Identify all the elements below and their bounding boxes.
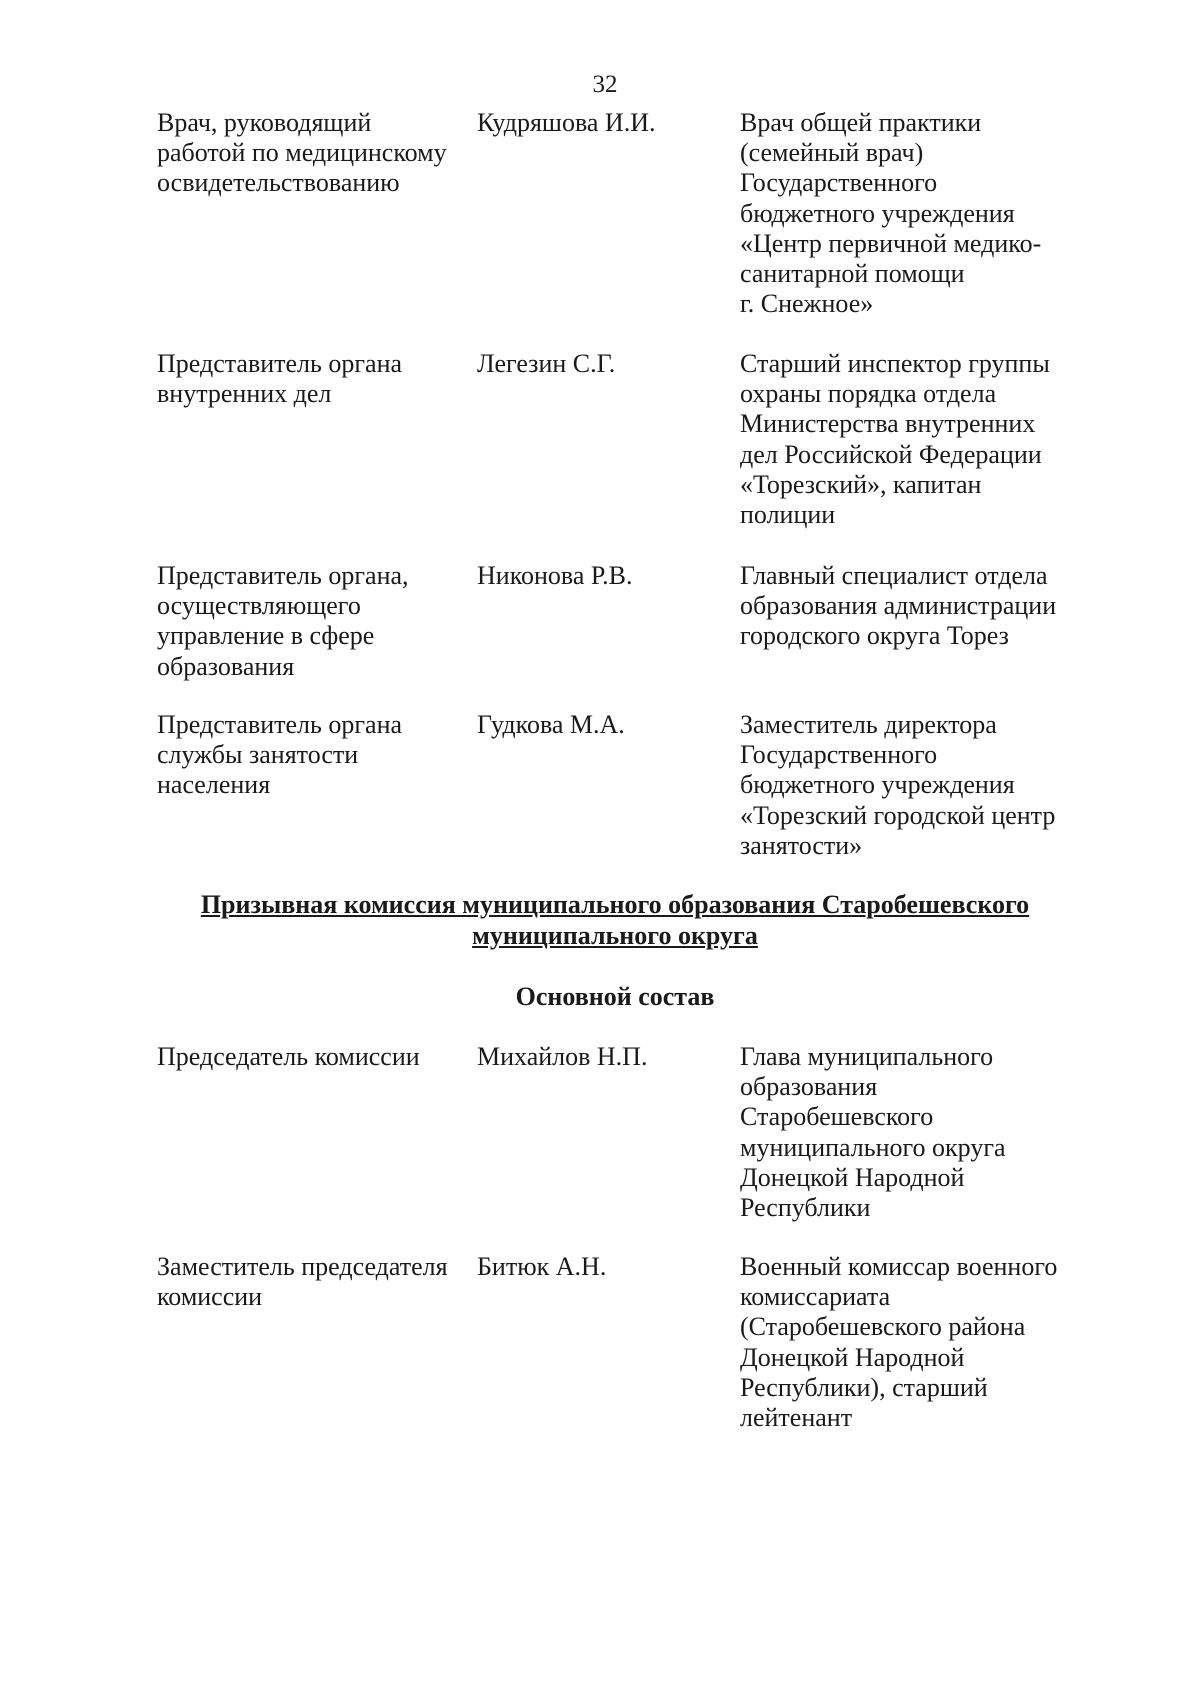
member-position: Врач, руководящий работой по медицинскому освидетельствованию	[157, 108, 447, 198]
member-description: Врач общей практики (семейный врач) Государственного бюджетного учреждения «Центр первичной медико- санитарной помощи г. Снежное»	[740, 108, 1042, 319]
member-position: Представитель органа, осуществляющего управление в сфере образования	[157, 561, 409, 681]
member-description: Глава муниципального образования Старобешевского муниципального округа Донецкой Народной Республики	[740, 1042, 1006, 1223]
member-position: Представитель органа внутренних дел	[157, 349, 403, 409]
member-name: Кудряшова И.И.	[477, 108, 656, 137]
member-description: Заместитель директора Государственного бюджетного учреждения «Торезский городской центр занятости»	[740, 710, 1056, 860]
member-position: Заместитель председателя комиссии	[157, 1252, 448, 1312]
member-description: Военный комиссар военного комиссариата (Старобешевского района Донецкой Народной Республики), старший лейтенант	[740, 1252, 1058, 1433]
member-position: Председатель комиссии	[157, 1042, 420, 1071]
section-title: Призывная комиссия муниципального образования Старобешевского муниципального округа	[200, 890, 1030, 950]
subsection-title: Основной состав	[515, 982, 715, 1011]
member-description: Старший инспектор группы охраны порядка отдела Министерства внутренних дел Российской Федерации «Торезский», капитан полиции	[740, 349, 1050, 530]
member-name: Легезин С.Г.	[477, 349, 616, 378]
member-name: Битюк А.Н.	[477, 1252, 607, 1281]
member-description: Главный специалист отдела образования администрации городского округа Торез	[740, 561, 1057, 651]
member-name: Гудкова М.А.	[477, 710, 625, 739]
member-name: Михайлов Н.П.	[477, 1042, 648, 1071]
member-position: Представитель органа службы занятости населения	[157, 710, 403, 800]
member-name: Никонова Р.В.	[477, 561, 633, 590]
page-number: 32	[592, 71, 618, 98]
